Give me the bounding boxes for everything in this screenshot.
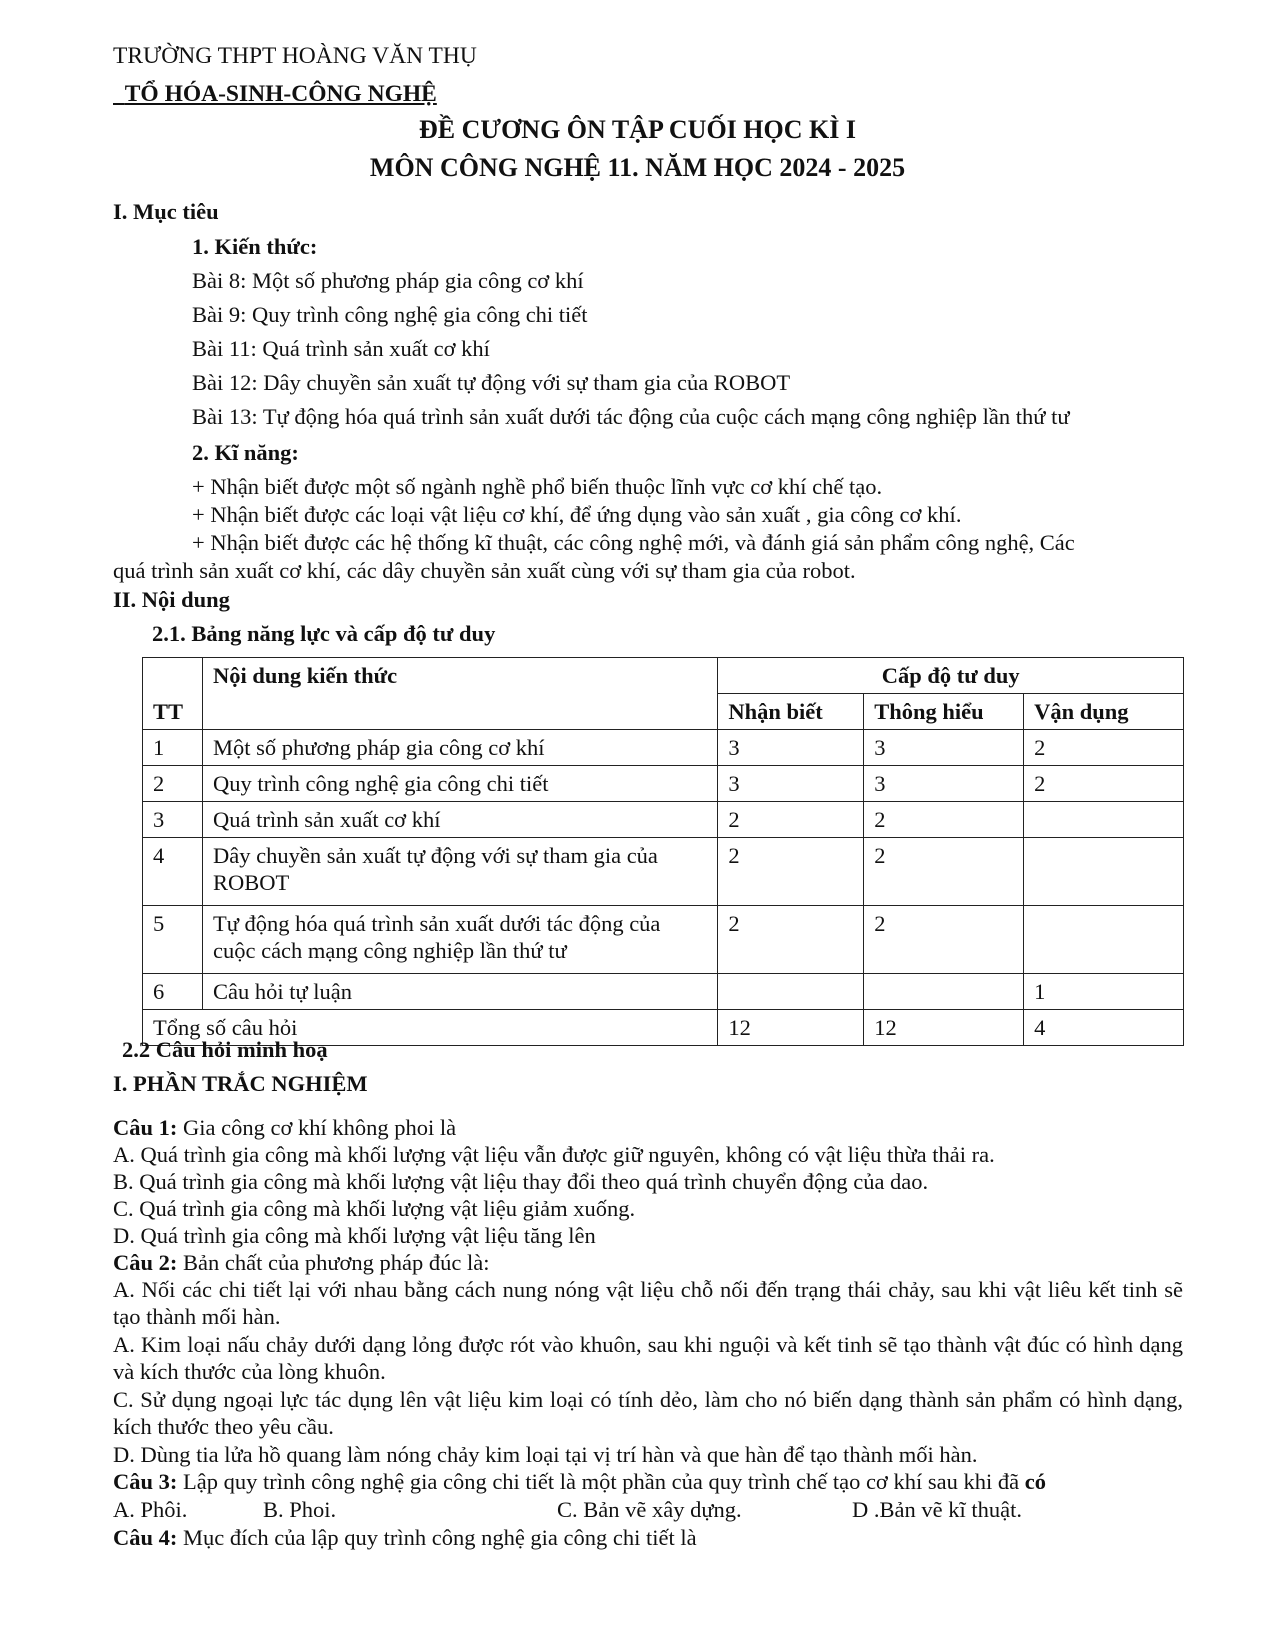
question-label: Câu 4:: [113, 1525, 178, 1550]
cell-content: Câu hỏi tự luận: [202, 974, 717, 1010]
cell-content: Một số phương pháp gia công cơ khí: [202, 730, 717, 766]
cell-apply: 2: [1024, 730, 1184, 766]
question-1: [113, 1114, 456, 1141]
school-name: TRƯỜNG THPT HOÀNG VĂN THỤ: [113, 43, 477, 69]
question-label: Câu 1:: [113, 1115, 178, 1140]
cell-content: Quá trình sản xuất cơ khí: [202, 802, 717, 838]
document-title-line2: MÔN CÔNG NGHỆ 11. NĂM HỌC 2024 - 2025: [369, 153, 906, 182]
cell-apply: [1024, 802, 1184, 838]
question-text-bold: có: [1024, 1469, 1046, 1494]
question-label: Câu 2:: [113, 1250, 178, 1275]
cell-recognize: 3: [718, 730, 864, 766]
cell-understand: [864, 974, 1024, 1010]
answer-option: D. Dùng tia lửa hồ quang làm nóng chảy kim loại tại vị trí hàn và que hàn để tạo thành mối hàn.: [113, 1442, 978, 1467]
skill-item: + Nhận biết được các hệ thống kĩ thuật, các công nghệ mới, và đánh giá sản phẩm công nghệ, Các: [192, 530, 1075, 555]
table-row: [143, 838, 1184, 906]
skill-item-continued: quá trình sản xuất cơ khí, các dây chuyền sản xuất cùng với sự tham gia của robot.: [113, 558, 856, 583]
table-row: [143, 906, 1184, 974]
header-content: Nội dung kiến thức: [202, 658, 717, 730]
cell-understand: 3: [864, 766, 1024, 802]
cell-tt: 1: [143, 730, 203, 766]
cell-recognize: 2: [718, 802, 864, 838]
cell-tt: 2: [143, 766, 203, 802]
department-name: [113, 80, 437, 108]
answer-option: C. Sử dụng ngoại lực tác dụng lên vật liệu kim loại có tính dẻo, làm cho nó biến dạng thành sản phẩm có hình dạng, kích thước theo yêu cầu.: [113, 1387, 1183, 1439]
knowledge-heading: 1. Kiến thức:: [192, 234, 318, 259]
question-3: [113, 1468, 1046, 1495]
table-row: [143, 802, 1184, 838]
cell-tt: 3: [143, 802, 203, 838]
lesson-item: Bài 13: Tự động hóa quá trình sản xuất dưới tác động của cuộc cách mạng công nghiệp lần thứ tư: [192, 404, 1070, 429]
skills-heading: 2. Kĩ năng:: [192, 440, 299, 465]
cell-tt: 6: [143, 974, 203, 1010]
cell-total-recognize: 12: [718, 1010, 864, 1046]
cell-tt: 5: [143, 906, 203, 974]
cell-content: Dây chuyền sản xuất tự động với sự tham gia của ROBOT: [202, 838, 717, 906]
answer-option: A. Phôi.: [113, 1497, 188, 1522]
cell-recognize: 2: [718, 906, 864, 974]
answer-option: A. Nối các chi tiết lại với nhau bằng cách nung nóng vật liệu chỗ nối đến trạng thái chảy, sau khi vật liêu kết tinh sẽ tạo thành mối hàn.: [113, 1277, 1183, 1329]
answer-option: C. Bản vẽ xây dựng.: [557, 1497, 742, 1522]
cell-total-understand: 12: [864, 1010, 1024, 1046]
cell-understand: 3: [864, 730, 1024, 766]
section-objectives-heading: I. Mục tiêu: [113, 199, 219, 224]
table-row: [143, 974, 1184, 1010]
answer-option: D .Bản vẽ kĩ thuật.: [852, 1497, 1022, 1522]
question-text: Lập quy trình công nghệ gia công chi tiết là một phần của quy trình chế tạo cơ khí sau khi đã: [177, 1469, 1025, 1494]
header-level-group: Cấp độ tư duy: [718, 658, 1184, 694]
sample-questions-heading: 2.2 Câu hỏi minh hoạ: [122, 1037, 328, 1062]
cell-understand: 2: [864, 906, 1024, 974]
question-label: Câu 3:: [113, 1469, 178, 1494]
lesson-item: Bài 9: Quy trình công nghệ gia công chi tiết: [192, 302, 588, 327]
answer-option: C. Quá trình gia công mà khối lượng vật liệu giảm xuống.: [113, 1196, 636, 1221]
lesson-item: Bài 11: Quá trình sản xuất cơ khí: [192, 336, 490, 361]
header-recognize: Nhận biết: [718, 694, 864, 730]
header-understand: Thông hiểu: [864, 694, 1024, 730]
answer-option: A. Quá trình gia công mà khối lượng vật liệu vẫn được giữ nguyên, không có vật liệu thừa thải ra.: [113, 1142, 995, 1167]
capability-table: [142, 657, 1184, 1046]
cell-apply: [1024, 906, 1184, 974]
table-row: [143, 766, 1184, 802]
cell-recognize: 3: [718, 766, 864, 802]
header-tt: TT: [143, 658, 203, 730]
answer-option: A. Kim loại nấu chảy dưới dạng lỏng được rót vào khuôn, sau khi nguội và kết tinh sẽ tạo thành vật đúc có hình dạng và kích thước của lòng khuôn.: [113, 1332, 1183, 1384]
header-apply: Vận dụng: [1024, 694, 1184, 730]
cell-tt: 4: [143, 838, 203, 906]
section-content-heading: II. Nội dung: [113, 587, 230, 612]
answer-option: B. Phoi.: [263, 1497, 337, 1522]
document-title-line1: ĐỀ CƯƠNG ÔN TẬP CUỐI HỌC KÌ I: [419, 115, 856, 144]
question-text: Gia công cơ khí không phoi là: [177, 1115, 457, 1140]
cell-apply: [1024, 838, 1184, 906]
cell-content: Quy trình công nghệ gia công chi tiết: [202, 766, 717, 802]
cell-apply: 1: [1024, 974, 1184, 1010]
cell-recognize: 2: [718, 838, 864, 906]
question-4: [113, 1524, 697, 1551]
skill-item: + Nhận biết được một số ngành nghề phổ biến thuộc lĩnh vực cơ khí chế tạo.: [192, 474, 883, 499]
cell-total-apply: 4: [1024, 1010, 1184, 1046]
department-name-text: TỔ HÓA-SINH-CÔNG NGHỆ: [124, 81, 437, 107]
cell-apply: 2: [1024, 766, 1184, 802]
answer-option: D. Quá trình gia công mà khối lượng vật liệu tăng lên: [113, 1223, 596, 1248]
skill-item: + Nhận biết được các loại vật liệu cơ khí, để ứng dụng vào sản xuất , gia công cơ khí.: [192, 502, 962, 527]
question-text: Mục đích của lập quy trình công nghệ gia công chi tiết là: [177, 1525, 697, 1550]
cell-recognize: [718, 974, 864, 1010]
cell-understand: 2: [864, 802, 1024, 838]
cell-total-label: Tổng số câu hỏi: [143, 1010, 718, 1046]
multiple-choice-heading: I. PHẦN TRẮC NGHIỆM: [113, 1071, 368, 1096]
lesson-item: Bài 12: Dây chuyền sản xuất tự động với sự tham gia của ROBOT: [192, 370, 791, 395]
lesson-item: Bài 8: Một số phương pháp gia công cơ khí: [192, 268, 584, 293]
cell-understand: 2: [864, 838, 1024, 906]
question-text: Bản chất của phương pháp đúc là:: [177, 1250, 490, 1275]
cell-content: Tự động hóa quá trình sản xuất dưới tác động của cuộc cách mạng công nghiệp lần thứ tư: [202, 906, 717, 974]
question-2: [113, 1249, 490, 1276]
table-heading: 2.1. Bảng năng lực và cấp độ tư duy: [152, 621, 496, 646]
answer-option: B. Quá trình gia công mà khối lượng vật liệu thay đổi theo quá trình chuyển động của dao.: [113, 1169, 929, 1194]
table-row: [143, 730, 1184, 766]
